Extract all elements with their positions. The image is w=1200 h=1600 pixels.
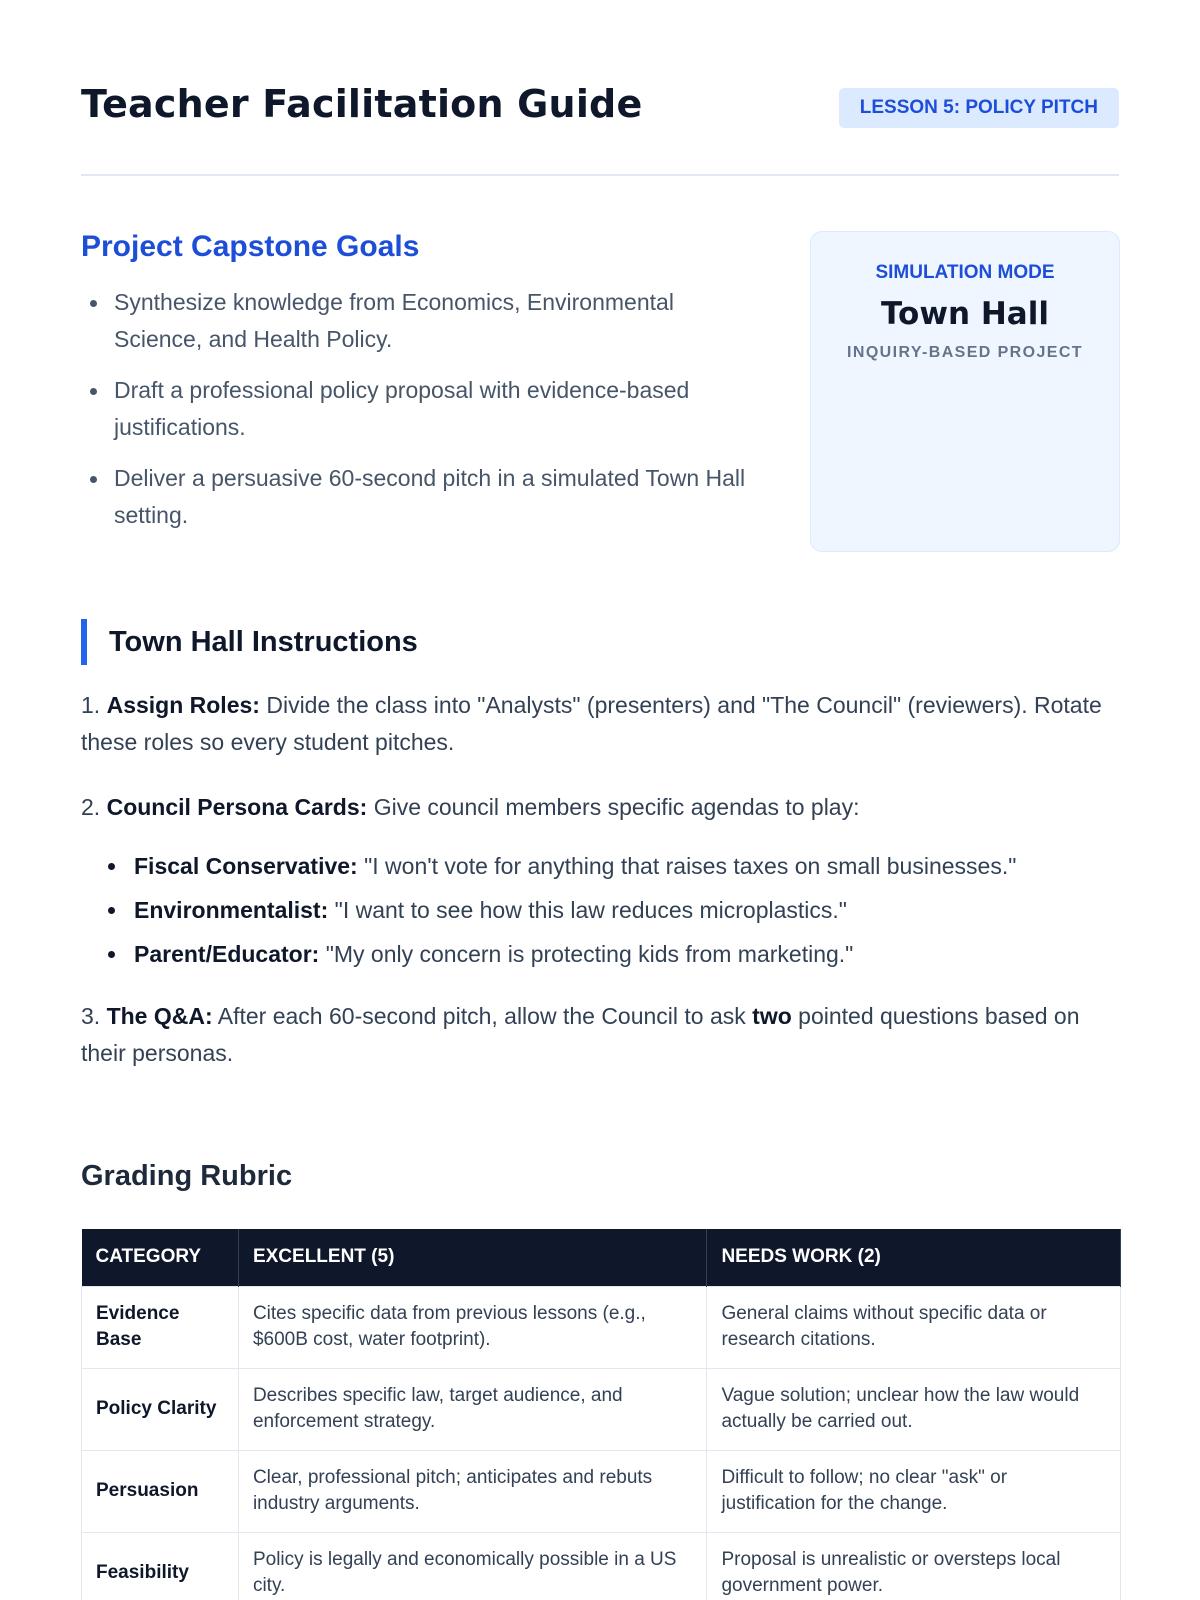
rubric-needs-work: Vague solution; unclear how the law would actually be carried out. (707, 1368, 1121, 1450)
step-text: pointed questions based on their personas. (81, 1003, 1080, 1066)
rubric-needs-work: General claims without specific data or research citations. (707, 1286, 1121, 1368)
page-title: Teacher Facilitation Guide (81, 82, 643, 126)
rubric-excellent: Describes specific law, target audience, and enforcement strategy. (238, 1368, 706, 1450)
rubric-category: Policy Clarity (82, 1368, 239, 1450)
page-header (81, 62, 1119, 176)
step-label: Assign Roles: (106, 692, 260, 718)
rubric-needs-work: Difficult to follow; no clear "ask" or justification for the change. (707, 1450, 1121, 1532)
rubric-category: Evidence Base (82, 1286, 239, 1368)
grading-rubric-table (81, 1229, 1121, 1600)
step-label: Council Persona Cards: (106, 794, 368, 820)
persona-item (81, 844, 1121, 888)
table-row (82, 1532, 1121, 1600)
persona-name: Environmentalist: (134, 897, 329, 923)
column-header-excellent: EXCELLENT (5) (238, 1229, 706, 1286)
simulation-name: Town Hall (881, 296, 1049, 332)
step-label: The Q&A: (106, 1003, 213, 1029)
rubric-needs-work: Proposal is unrealistic or oversteps local government power. (707, 1532, 1121, 1600)
persona-list (81, 844, 1121, 976)
rubric-excellent: Cites specific data from previous lessons (e.g., $600B cost, water footprint). (238, 1286, 706, 1368)
rubric-excellent: Clear, professional pitch; anticipates and rebuts industry arguments. (238, 1450, 706, 1532)
persona-quote: "I want to see how this law reduces microplastics." (334, 897, 847, 923)
step-persona-cards (81, 789, 1121, 826)
step-text: Divide the class into "Analysts" (presenters) and "The Council" (reviewers). Rotate these roles so every student pitches. (81, 692, 1102, 755)
goal-item: Deliver a persuasive 60-second pitch in a simulated Town Hall setting. (81, 460, 761, 534)
persona-quote: "My only concern is protecting kids from marketing." (325, 941, 854, 967)
goal-item: Synthesize knowledge from Economics, Environmental Science, and Health Policy. (81, 284, 761, 358)
simulation-card (810, 231, 1120, 552)
persona-quote: "I won't vote for anything that raises taxes on small businesses." (364, 853, 1017, 879)
rubric-category: Persuasion (82, 1450, 239, 1532)
goal-item: Draft a professional policy proposal with evidence-based justifications. (81, 372, 761, 446)
step-emphasis: two (752, 1003, 792, 1029)
goals-list (81, 284, 761, 534)
rubric-excellent: Policy is legally and economically possible in a US city. (238, 1532, 706, 1600)
table-row (82, 1286, 1121, 1368)
column-header-category: CATEGORY (82, 1229, 239, 1286)
goals-heading: Project Capstone Goals (81, 230, 420, 263)
capstone-goals (81, 230, 761, 548)
persona-name: Fiscal Conservative: (134, 853, 358, 879)
town-hall-instructions (81, 619, 1121, 1100)
rubric-heading: Grading Rubric (81, 1160, 293, 1192)
step-number: 2. (81, 794, 101, 820)
step-number: 3. (81, 1003, 101, 1029)
step-text: Give council members specific agendas to play: (373, 794, 860, 820)
step-assign-roles (81, 687, 1121, 761)
step-number: 1. (81, 692, 101, 718)
persona-item (81, 888, 1121, 932)
step-qa (81, 998, 1121, 1072)
column-header-needs-work: NEEDS WORK (2) (707, 1229, 1121, 1286)
persona-name: Parent/Educator: (134, 941, 320, 967)
lesson-badge: LESSON 5: POLICY PITCH (839, 88, 1119, 128)
table-row (82, 1368, 1121, 1450)
simulation-subtitle: INQUIRY-BASED PROJECT (847, 344, 1083, 361)
table-row (82, 1450, 1121, 1532)
rubric-category: Feasibility (82, 1532, 239, 1600)
simulation-mode-label: SIMULATION MODE (875, 262, 1055, 283)
persona-item (81, 932, 1121, 976)
instructions-heading: Town Hall Instructions (81, 619, 1121, 665)
table-header-row (82, 1229, 1121, 1286)
step-text: After each 60-second pitch, allow the Council to ask (217, 1003, 746, 1029)
